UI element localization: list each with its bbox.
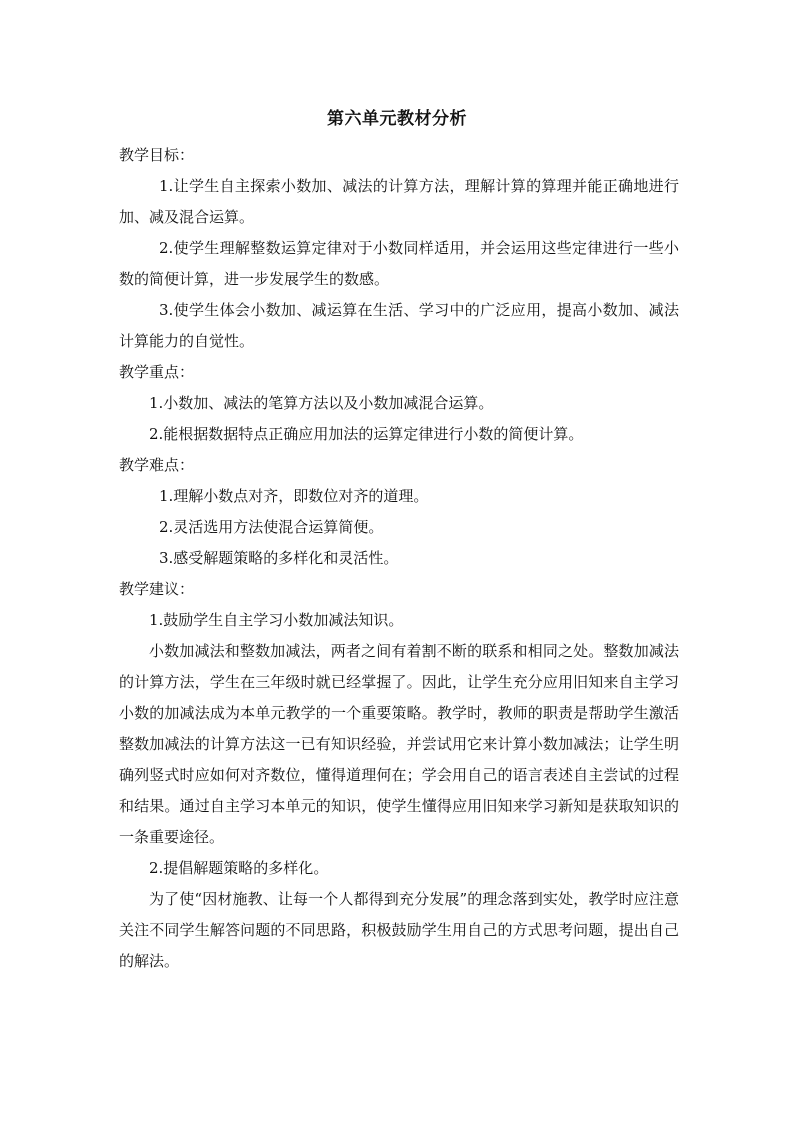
suggestions-heading: 教学建议：	[119, 580, 195, 598]
key-point-item-1: 1.小数加、减法的笔算方法以及小数加减混合运算。	[149, 394, 494, 412]
difficulties-heading: 教学难点：	[119, 456, 195, 474]
suggestion-1-body: 小数加减法和整数加减法，两者之间有着割不断的联系和相同之处。整数加减法的计算方法，学生在三年级时就已经掌握了。因此，让学生充分应用旧知来自主学习小数的加减法成为本单元教学的一个重要策略。教学时，教师的职责是帮助学生激活整数加减法的计算方法这一已有知识经验，并尝试用它来计算小数加减法；让学生明确列竖式时应如何对齐数位，懂得道理何在；学会用自己的语言表述自主尝试的过程和结果。通过自主学习本单元的知识，使学生懂得应用旧知来学习新知是获取知识的一条重要途径。	[119, 642, 679, 846]
difficulty-item-1: 1.理解小数点对齐，即数位对齐的道理。	[159, 487, 429, 505]
suggestion-2-body: 为了使“因材施教、让每一个人都得到充分发展”的理念落到实处，教学时应注意关注不同学生解答问题的不同思路，积极鼓励学生用自己的方式思考问题，提出自己的解法。	[119, 890, 679, 970]
document-body	[119, 140, 679, 977]
key-points-heading: 教学重点：	[119, 363, 195, 381]
document-title: 第六单元教材分析	[327, 109, 467, 129]
goal-item-2: 2.使学生理解整数运算定律对于小数同样适用，并会运用这些定律进行一些小数的简便计算，进一步发展学生的数感。	[119, 239, 679, 288]
suggestion-2-title: 2.提倡解题策略的多样化。	[149, 859, 329, 877]
suggestion-1-title: 1.鼓励学生自主学习小数加减法知识。	[149, 611, 404, 629]
difficulty-item-3: 3.感受解题策略的多样化和灵活性。	[159, 549, 399, 567]
key-point-item-2: 2.能根据数据特点正确应用加法的运算定律进行小数的简便计算。	[149, 425, 584, 443]
difficulty-item-2: 2.灵活选用方法使混合运算简便。	[159, 518, 384, 536]
goals-heading: 教学目标：	[119, 146, 195, 164]
goal-item-3: 3.使学生体会小数加、减运算在生活、学习中的广泛应用，提高小数加、减法计算能力的自觉性。	[119, 301, 679, 350]
goal-item-1: 1.让学生自主探索小数加、减法的计算方法，理解计算的算理并能正确地进行加、减及混合运算。	[119, 177, 679, 226]
